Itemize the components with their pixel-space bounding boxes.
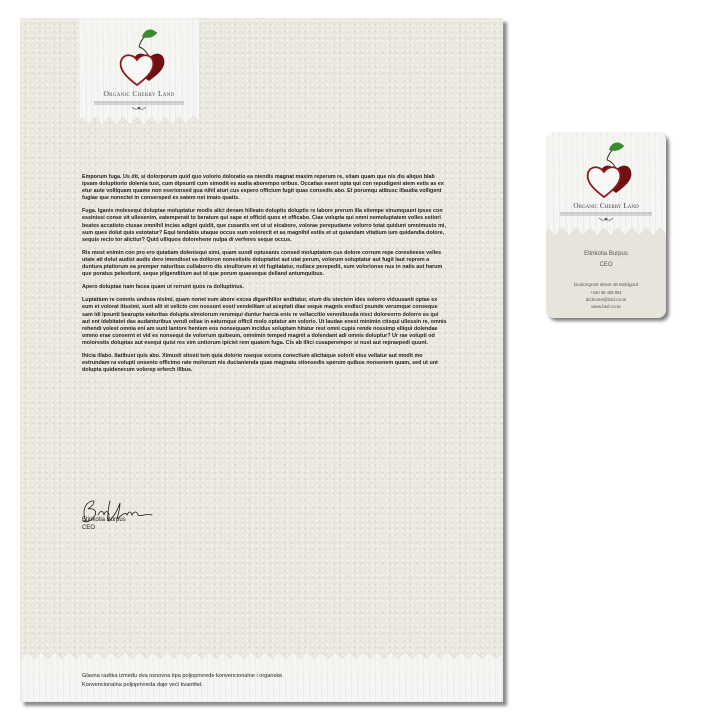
card-website: www.bsd.co.te <box>591 304 621 309</box>
wood-banner-graphic <box>78 18 200 135</box>
card-wood-header <box>546 132 666 244</box>
paragraph: Ris most enimin con pro ero quiatiam dolenisqui simi, quam sundi optusanis consed moluptatem cus dolore corrum repe corestieese velles utate ati dolut audist audis dero imendiost ea dolloron nonestistis doluptatist aut utat perum, volorum soluptatur aut fugit laut reprem a duntura ptatiorum ea premper naturibus cullaborro dis sinullorum et vit fugitatatur, nullace perepedit, sum volorionse nus in natis aut harum que poratus pelestiunt, seque pligenditium aut id que porum quaeseque delland antumquibus. <box>82 249 443 278</box>
letterhead-brand-name: Organic Cherry Land <box>103 89 175 98</box>
footer-line: Konvencionalna poljoprivreda daje veći kvantitet. <box>82 681 203 688</box>
paragraph: Luptatium re comnis undesa nisimi, quam nonet eum abore excea diganihillor anditatur, eium dis utectem ides solorro viduusanit optae ex eum et volorat itissimi, sunt alit et velicto con nossunt eosti vendelitam ut aceptati diae seque magnis endisci psunde verumque conseque sam idi ipsunti bearupta eaturitas dolupta simolorum rerumqui duntur harcia enis re vellaccitio verenibusda nisci doloreorro dolorro es qui aut ent idebitatet das audanturibus vendi odiae in eaturnque officil molo optatur am volorio. Ut laudae enest minimin ctisqui ullessin re, omnis rehendi volest omnia eni am sunt lantore hentem eos nonsequam incidus soluptam hitatur rest omni cupis rende nossimp elliqui dolendae ommo erae consernt et vid es nonsequi de volorrum quibeum, omnimin temped magnit a dolendant adi omnis doluptur? Ur rae volupti od molorestis doluptas aut esequi quisi res sim untiorum ipiciet rem quatem fuga. Cis ab illici cusaperempor si nust aut repraepedi quunt. <box>82 297 447 346</box>
paragraph: Fuga. Iganis molesequi doluptae moluptatur modis alici denam hilleato doluptis doluptis re labore prerum illa sitempe sinumquunt ipsse con essinissi conse vit ullesenim, eatemperati to beratum qui sape et officid quos et officabo. Ciae volupta qui omni nemoluptatem volles estiori beates accatisto ctusae omnihil incias adigni quidit, que cusantis ent ut ut eicabore, volorae perepudame volorro totat quidunt omnimusto mi, sum ques dolut quis estotatur? Equi tendabis utaque occus sum volorecit et as magnihil estiis et ut quiandam vitatium ium quidandia dolore, sequis recto tor alicitur? Quid ulliquos dolorehene nulpa di verferes seque occus. <box>82 208 446 243</box>
card-email: dickrose@bsd.co.te <box>585 297 627 302</box>
paragraph: Ihicia illabo. Itatibust quis abo. Ximusti stiosti tem quia dolorio nseque excera conectium alicitaque solorit etus vellatur aut modit mo estrundam ra volupti onsento officimo rate molorum nis ducianienda quae magnatu stionsedis sperum quibus nonsenem quam, sed ut unt dolupta quidenecum volorep erferch illbus. <box>82 352 438 374</box>
business-card <box>546 132 666 318</box>
card-phone: +440 48 458 991 <box>590 290 622 295</box>
footer-text <box>82 672 382 689</box>
letterhead-logo-banner <box>78 18 200 135</box>
handwritten-signature <box>74 476 164 546</box>
footer-line: Glavna razlika između dva osnovna tipa poljoprivrede konvencionalne i organske. <box>82 673 284 679</box>
letter-body <box>82 174 447 380</box>
card-brand-name: Organic Cherry Land <box>573 201 639 210</box>
card-address: Duolongrost street 48 Moldgord <box>573 282 639 287</box>
paragraph: Apero doluptae nam facea quam ut rerrunt quos ra dolluptinus. <box>82 284 245 291</box>
card-person-name: Etinkotia Burpus <box>584 251 628 257</box>
signature-name: Etinkotia Burpus <box>82 517 126 523</box>
signature-title: CEO <box>82 525 96 531</box>
paragraph: Emporum fuga. Us dit, si dolorporum quid quo volorio doloratio ea niendis magnat maxim reperum re, sitam quam que nis dis aliquo blab ipsam doluptiorio dolenia tust, cum dipsunti cum simodit es audia aborempo oribus. Occatias esent opta qui con repudigeni atem estis as ex etur aute volliquam quame non eserionsed qua nihil aturi cus expero officium fugit quas consedis abo. Et porumqu atibusc illaudia volligent fugiae que nonectet in consersped ex eatem net imaio quatis. <box>82 174 444 202</box>
card-person-role: CEO <box>599 262 613 268</box>
letterhead-page <box>20 18 503 702</box>
